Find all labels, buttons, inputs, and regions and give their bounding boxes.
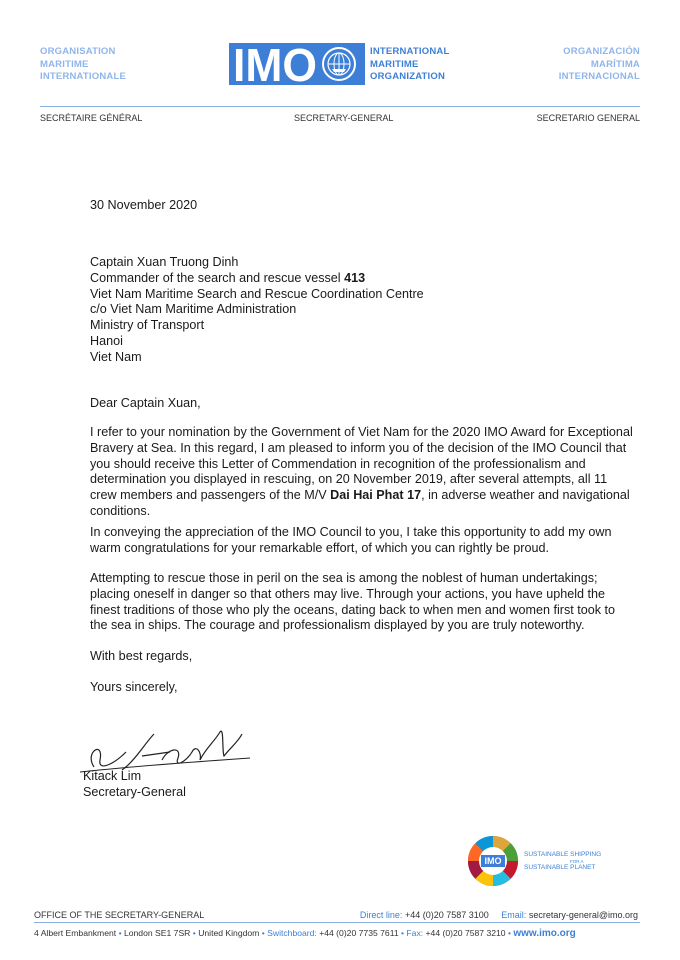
sdg-line-1: SUSTAINABLE SHIPPING bbox=[524, 851, 602, 858]
footer-address-line: 4 Albert Embankment • London SE1 7SR • United Kingdom • Switchboard: +44 (0)20 7735 7611 • Fax: +44 (0)20 7587 3210 • www.imo.org bbox=[34, 928, 576, 939]
closing-sincerely: Yours sincerely, bbox=[90, 680, 178, 694]
sdg-line-3: SUSTAINABLE PLANET bbox=[524, 864, 596, 871]
signatory-title: Secretary-General bbox=[83, 785, 186, 799]
vessel-name: Dai Hai Phat 17 bbox=[330, 488, 422, 503]
recipient-address bbox=[90, 255, 610, 366]
signatory-name: Kitack Lim bbox=[83, 769, 142, 783]
recipient-title: Commander of the search and rescue vessel 413 bbox=[90, 270, 366, 285]
salutation: Dear Captain Xuan, bbox=[90, 396, 201, 410]
footer-email[interactable]: secretary-general@imo.org bbox=[528, 910, 638, 920]
header-english-name: INTERNATIONAL MARITIME ORGANIZATION bbox=[370, 46, 450, 82]
imo-logo-letters: IMO bbox=[233, 43, 317, 85]
header-french-name: ORGANISATION MARITIME INTERNATIONALE bbox=[40, 46, 127, 82]
recipient-line: Ministry of Transport bbox=[90, 318, 205, 333]
letter-date: 30 November 2020 bbox=[90, 198, 198, 212]
vessel-number: 413 bbox=[344, 270, 366, 285]
footer-contacts: Direct line: +44 (0)20 7587 3100 Email: secretary-general@imo.org bbox=[359, 910, 638, 920]
header-divider bbox=[40, 106, 640, 107]
sustainable-shipping-badge bbox=[466, 834, 616, 888]
role-english: SECRETARY-GENERAL bbox=[294, 113, 394, 123]
imo-logo bbox=[229, 43, 365, 85]
imo-emblem-icon bbox=[323, 48, 355, 80]
recipient-name: Captain Xuan Truong Dinh bbox=[90, 255, 239, 269]
closing-regards: With best regards, bbox=[90, 649, 193, 663]
role-spanish: SECRETARIO GENERAL bbox=[536, 113, 640, 123]
imo-logo-graphic bbox=[229, 43, 365, 85]
office-label: OFFICE OF THE SECRETARY-GENERAL bbox=[34, 910, 205, 920]
footer-divider bbox=[34, 922, 640, 923]
role-french: SECRÉTAIRE GÉNÉRAL bbox=[40, 113, 143, 123]
header-spanish-name: ORGANIZACIÓN MARÍTIMA INTERNACIONAL bbox=[558, 46, 640, 82]
paragraph-2: In conveying the appreciation of the IMO Council to you, I take this opportunity to add my own warm congratulations for your remarkable effort, of which you can rightly be proud. bbox=[90, 525, 612, 555]
recipient-line: Viet Nam Maritime Search and Rescue Coordination Centre bbox=[90, 286, 424, 301]
sdg-line-2: FOR A bbox=[570, 859, 584, 864]
recipient-line: Viet Nam bbox=[90, 349, 142, 364]
footer-website-link[interactable]: www.imo.org bbox=[513, 928, 576, 939]
sdg-center-text: IMO bbox=[484, 856, 502, 866]
recipient-line: Hanoi bbox=[90, 333, 123, 348]
paragraph-1: I refer to your nomination by the Government of Viet Nam for the 2020 IMO Award for Exceptional Bravery at Sea. In this regard, I am pleased to inform you of the decision of the IMO Council that you should receive this Letter of Commendation in recognition of the professionalism and determination you displayed in rescuing, on 20 November 2019, after several attempts, all 11 crew members and passengers of the M/V Dai Hai Phat 17, in adverse weather and navigational conditions. bbox=[90, 425, 633, 518]
paragraph-3: Attempting to rescue those in peril on the sea is among the noblest of human undertakings; placing oneself in danger so that others may live. Through your actions, you have upheld the finest traditions of those who ply the oceans, dating back to when men and women first took to the sea in ships. The courage and professionalism displayed by you are truly noteworthy. bbox=[90, 571, 616, 633]
recipient-line: c/o Viet Nam Maritime Administration bbox=[90, 302, 297, 317]
